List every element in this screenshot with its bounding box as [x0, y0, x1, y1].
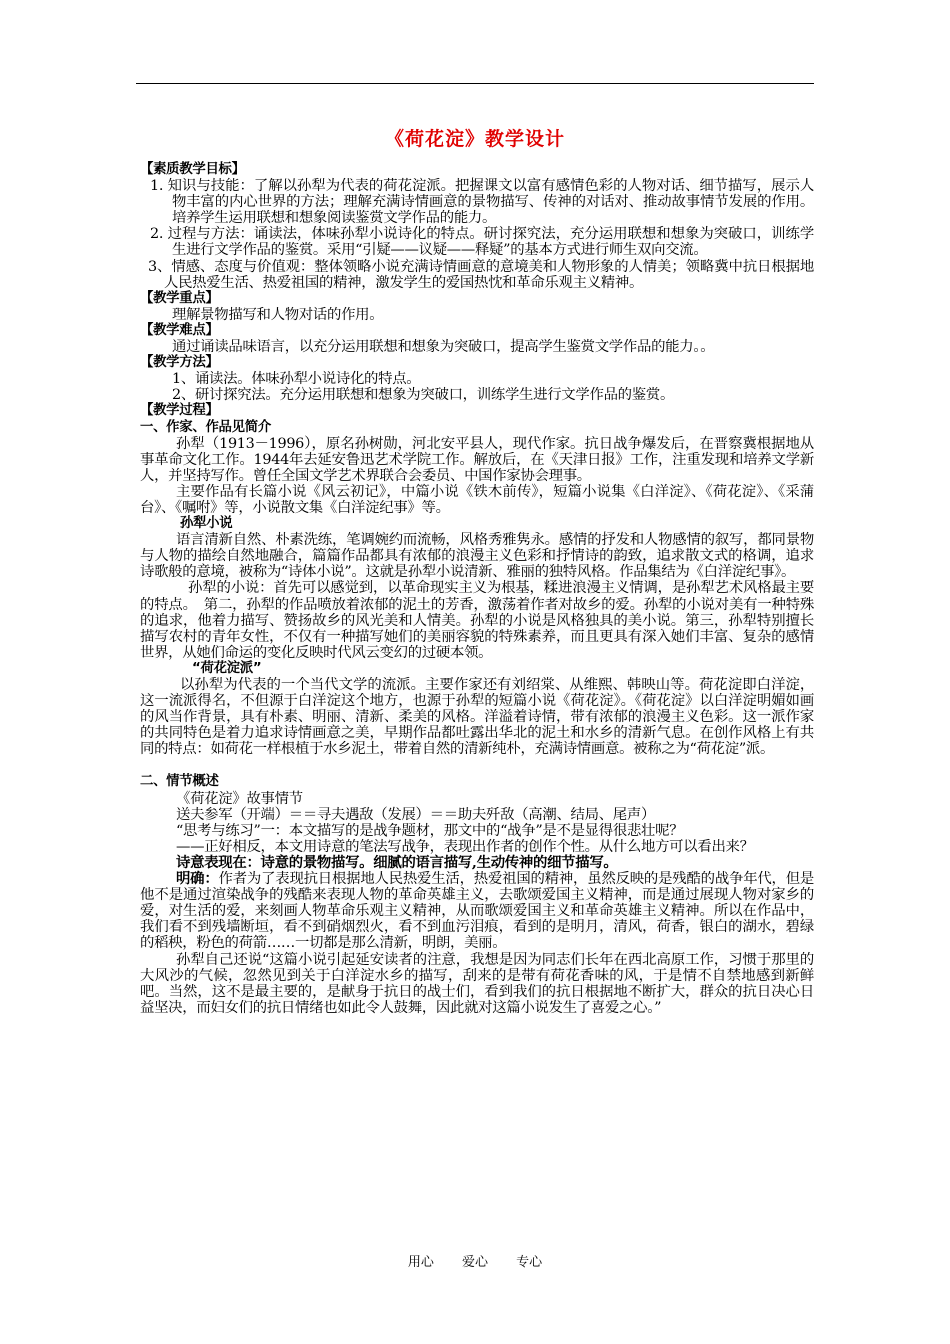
- objective-item: 2. 过程与方法：诵读法，体味孙犁小说诗化的特点。研讨探究法，充分运用联想和想象为突破口，训练学生进行文学作品的鉴赏。采用“引疑——议疑——释疑”的基本方式进行师生双向交流。: [150, 226, 814, 259]
- footer-word: 专心: [516, 1255, 543, 1270]
- author-bio: 孙犁（1913－1996），原名孙树勋，河北安平县人，现代作家。抗日战争爆发后，在晋察冀根据地从事革命文化工作。1944年去延安鲁迅艺术学院工作。解放后，在《天津日报》工作，注重发现和培养文学新人，并坚持写作。曾任全国文学艺术界联合会委员、中国作家协会理事。: [140, 435, 814, 484]
- difficulty-text: 通过诵读品味语言，以充分运用联想和想象为突破口，提高学生鉴赏文学作品的能力。。: [172, 339, 715, 356]
- key-point-text: 理解景物描写和人物对话的作用。: [172, 306, 384, 323]
- clarification-label: 明确：: [176, 870, 219, 888]
- document-body: [140, 162, 814, 1016]
- page-footer: [0, 1251, 950, 1270]
- subheading-hehuadian-school: “荷花淀派”: [192, 660, 262, 676]
- author-quote: 孙犁自己还说“这篇小说引起延安读者的注意，我想是因为同志们长年在西北高原工作，习惯于那里的大风沙的气候，忽然见到关于白洋淀水乡的描写，刮来的是带有荷花香味的风，于是情不自禁地感到新鲜吧。当然，这不是最主要的，是献身于抗日的战士们，看到我们的抗日根据地不断扩大，群众的抗日决心日益坚决，而妇女们的抗日情绪也如此令人鼓舞，因此就对这篇小说发生了喜爱之心。”: [140, 951, 814, 1016]
- section1-heading: 一、作家、作品见简介: [140, 419, 271, 435]
- objective-item: 3、情感、态度与价值观：整体领略小说充满诗情画意的意境美和人物形象的人情美；领略冀中抗日根据地人民热爱生活、热爱祖国的精神，激发学生的爱国热忱和革命乐观主义精神。: [148, 258, 814, 291]
- method-item: 1、诵读法。体味孙犁小说诗化的特点。: [172, 371, 421, 388]
- difficulty-heading: 【教学难点】: [140, 322, 219, 338]
- objective-item: 1. 知识与技能：了解以孙犁为代表的荷花淀派。把握课文以富有感情色彩的人物对话、细节描写，展示人物丰富的内心世界的方法；理解充满诗情画意的景物描写、传神的对话对、推动故事情节发展的作用。培养学生运用联想和想象阅读鉴赏文学作品的能力。: [150, 178, 814, 227]
- major-works: 主要作品有长篇小说《风云初记》，中篇小说《铁木前传》，短篇小说集《白洋淀》、《荷花淀》、《采蒲台》、《嘱咐》等，小说散文集《白洋淀纪事》等。: [140, 483, 814, 516]
- section2-heading: 二、情节概述: [140, 774, 219, 790]
- footer-word: 爱心: [461, 1255, 488, 1270]
- process-heading: 【教学过程】: [140, 403, 219, 419]
- exercise-answer: ——正好相反，本文用诗意的笔法写战争，表现出作者的创作个性。从什么地方可以看出来？: [176, 838, 754, 855]
- objectives-heading: 【素质教学目标】: [140, 162, 245, 177]
- footer-word: 用心: [407, 1255, 434, 1270]
- clarification-text: 作者为了表现抗日根据地人民热爱生活，热爱祖国的精神，虽然反映的是残酷的战争年代，但是他不是通过渲染战争的残酷来表现人物的革命英雄主义，去歌颂爱国主义精神，而是通过展现人物对家乡的爱，对生活的爱，来刻画人物革命乐观主义精神，从而歌颂爱国主义和革命英雄主义精神。所以在作品中，我们看不到残墙断垣，看不到硝烟烈火，看不到血污泪痕，看到的是明月，清风，荷香，银白的湖水，碧绿的稻秧，粉色的荷箭……一切都是那么清新，明朗，美丽。: [140, 871, 814, 952]
- key-point-heading: 【教学重点】: [140, 290, 219, 306]
- plot-title: 《荷花淀》故事情节: [176, 790, 303, 807]
- school-paragraph: 以孙犁为代表的一个当代文学的流派。主要作家还有刘绍棠、从维熙、韩映山等。荷花淀即白洋淀，这一流派得名，不但源于白洋淀这个地方，也源于孙犁的短篇小说《荷花淀》。《荷花淀》以白洋淀明媚如画的风当作背景，具有朴素、明丽、清新、柔美的风格。洋溢着诗情，带有浓郁的浪漫主义色彩。这一派作家的共同特色是着力追求诗情画意之美，早期作品都吐露出华北的泥土和水乡的清新气息。在创作风格上有共同的特点：如荷花一样根植于水乡泥土，带着自然的清新纯朴，充满诗情画意。被称之为“荷花淀”派。: [140, 677, 814, 758]
- method-item: 2、研讨探究法。充分运用联想和想象为突破口，训练学生进行文学作品的鉴赏。: [172, 387, 675, 404]
- poetic-expression: 诗意表现在：诗意的景物描写。细腻的语言描写,生动传神的细节描写。: [176, 853, 618, 871]
- style-paragraph: 语言清新自然、朴素洗练，笔调婉约而流畅，风格秀雅隽永。感情的抒发和人物感情的叙写，都同景物与人物的描绘自然地融合，篇篇作品都具有浓郁的浪漫主义色彩和抒情诗的韵致，追求散文式的格调，追求诗歌般的意境，被称为“诗体小说”。这就是孙犁小说清新、雅丽的独特风格。作品集结为《白洋淀纪事》。: [140, 532, 814, 581]
- exercise-question: “思考与练习”一：本文描写的是战争题材，那文中的“战争”是不是显得很悲壮呢？: [176, 822, 684, 839]
- methods-heading: 【教学方法】: [140, 355, 219, 371]
- page-title: 《荷花淀》教学设计: [384, 128, 565, 150]
- clarification-paragraph: [140, 871, 814, 951]
- subheading-sunli-novels: 孙犁小说: [180, 516, 233, 532]
- header-rule: [136, 83, 814, 84]
- plot-sequence: 送夫参军（开端）＝＝寻夫遇敌（发展）＝＝助夫歼敌（高潮、结局、尾声）: [176, 806, 656, 823]
- features-paragraph: 孙犁的小说：首先可以感觉到，以革命现实主义为根基，糅进浪漫主义情调，是孙犁艺术风格最主要的特点。 第二，孙犁的作品喷放着浓郁的泥土的芳香，激荡着作者对故乡的爱。孙犁的小说对美有一种特殊的追求，他着力描写、赞扬故乡的风光美和人情美。孙犁的小说是风格独具的美小说。第三，孙犁特别擅长描写农村的青年女性，不仅有一种描写她们的美丽容貌的特殊素养，而且更具有深入她们丰富、复杂的感情世界，从她们命运的变化反映时代风云变幻的过硬本领。: [140, 580, 814, 661]
- spacer: [140, 757, 814, 774]
